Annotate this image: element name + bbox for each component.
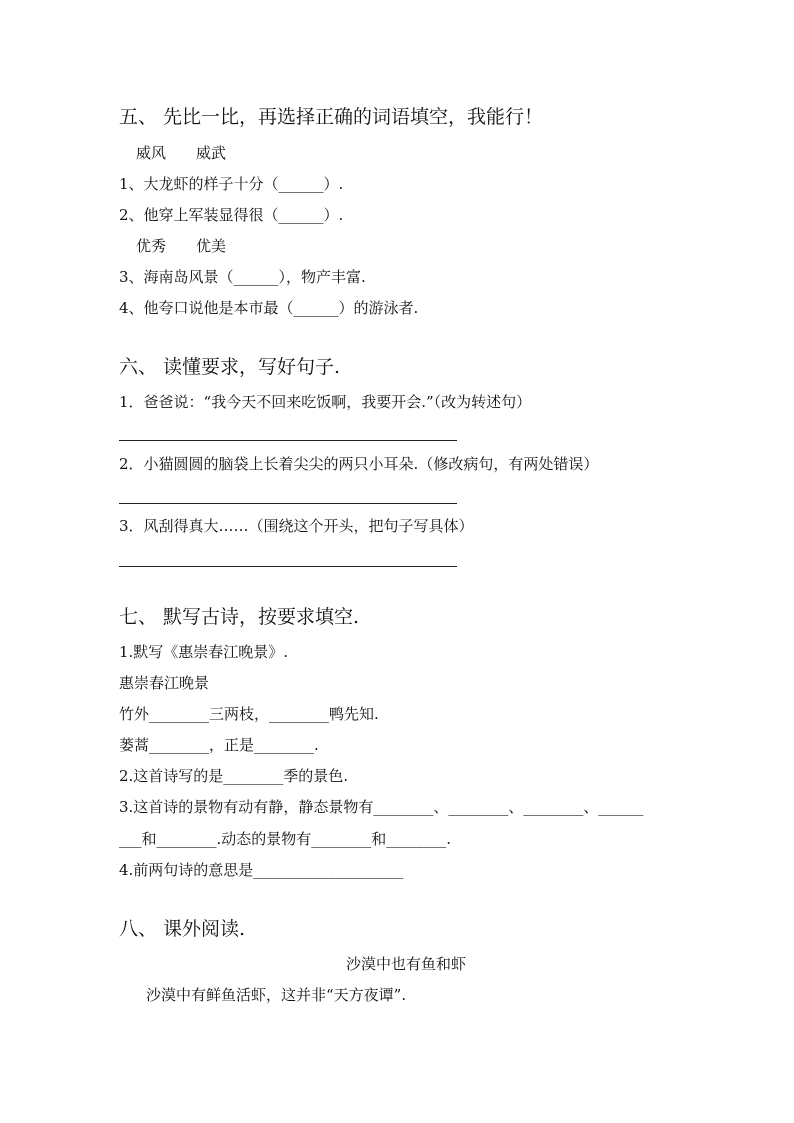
section-5-heading: 五、 先比一比，再选择正确的词语填空，我能行！ <box>119 106 544 128</box>
section-8-heading: 八、 课外阅读. <box>119 918 246 940</box>
answer-line-6-2[interactable] <box>119 503 457 504</box>
poem-line-2: 蒌蒿________，正是________. <box>119 736 319 754</box>
question-5-2: 2、他穿上军装显得很（______）. <box>119 206 344 224</box>
section-6-heading: 六、 读懂要求，写好句子. <box>119 356 341 378</box>
word-choices-1: 威风 威武 <box>136 144 227 162</box>
question-6-1: 1．爸爸说：“我今天不回来吃饭啊，我要开会.”（改为转述句） <box>119 393 532 411</box>
poem-line-1: 竹外________三两枝，________鸭先知. <box>119 705 379 723</box>
word-choices-2: 优秀 优美 <box>136 237 227 255</box>
question-6-3: 3．风刮得真大……（围绕这个开头，把句子写具体） <box>119 517 474 535</box>
question-5-3: 3、海南岛风景（______），物产丰富. <box>119 268 366 286</box>
reading-title: 沙漠中也有鱼和虾 <box>346 955 467 973</box>
question-7-2: 2.这首诗写的是________季的景色. <box>119 767 349 785</box>
question-7-4: 4.前两句诗的意思是____________________ <box>119 861 404 879</box>
answer-line-6-1[interactable] <box>119 440 457 441</box>
section-7-heading: 七、 默写古诗，按要求填空. <box>119 606 360 628</box>
question-5-4: 4、他夸口说他是本市最（______）的游泳者. <box>119 299 419 317</box>
question-6-2: 2．小猫圆圆的脑袋上长着尖尖的两只小耳朵.（修改病句，有两处错误） <box>119 455 599 473</box>
question-7-3-line-b: ___和________.动态的景物有________和________. <box>119 830 452 848</box>
poem-title: 惠崇春江晚景 <box>119 674 210 692</box>
answer-line-6-3[interactable] <box>119 566 457 567</box>
question-7-1: 1.默写《惠崇春江晚景》. <box>119 643 289 661</box>
question-7-3-line-a: 3.这首诗的景物有动有静，静态景物有________、________、________、______ <box>119 798 644 816</box>
reading-paragraph: 沙漠中有鲜鱼活虾，这并非“天方夜谭”. <box>146 986 407 1004</box>
question-5-1: 1、大龙虾的样子十分（______）. <box>119 175 344 193</box>
